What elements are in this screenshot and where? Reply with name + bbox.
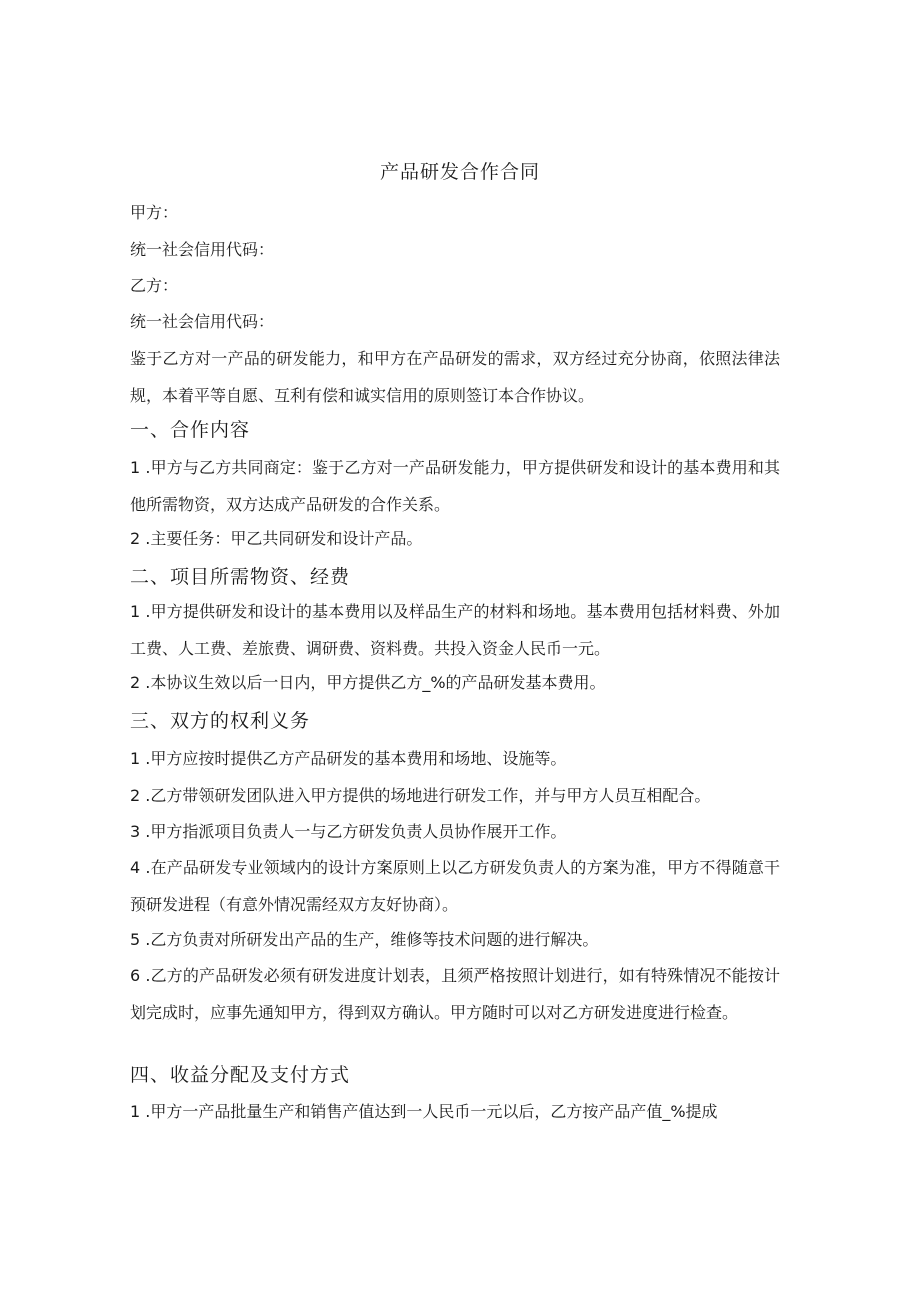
clause-2-2: 2 .本协议生效以后一日内，甲方提供乙方_%的产品研发基本费用。 <box>130 673 606 692</box>
preamble-paragraph: 鉴于乙方对一产品的研发能力，和甲方在产品研发的需求，双方经过充分协商，依照法律法规，本着平等自愿、互利有偿和诚实信用的原则签订本合作协议。 <box>130 349 780 405</box>
section-heading-profit-payment: 四、收益分配及支付方式 <box>130 1064 351 1086</box>
section-heading-materials-funds: 二、项目所需物资、经费 <box>130 566 351 588</box>
party-b-credit-code-label: 统一社会信用代码： <box>130 312 275 331</box>
clause-1-2: 2 .主要任务：甲乙共同研发和设计产品。 <box>130 529 423 548</box>
document-title: 产品研发合作合同 <box>379 161 540 183</box>
party-b-label: 乙方： <box>130 276 179 295</box>
clause-3-4: 4 .在产品研发专业领域内的设计方案原则上以乙方研发负责人的方案为准，甲方不得随意干预研发进程（有意外情况需经双方友好协商）。 <box>130 858 780 914</box>
section-heading-cooperation: 一、合作内容 <box>130 419 251 441</box>
section-heading-rights-obligations: 三、双方的权利义务 <box>130 710 311 732</box>
clause-3-1: 1 .甲方应按时提供乙方产品研发的基本费用和场地、设施等。 <box>130 749 567 768</box>
clause-2-1: 1 .甲方提供研发和设计的基本费用以及样品生产的材料和场地。基本费用包括材料费、外加工费、人工费、差旅费、调研费、资料费。共投入资金人民币一元。 <box>130 602 780 658</box>
party-a-label: 甲方： <box>130 203 179 222</box>
clause-1-1: 1 .甲方与乙方共同商定：鉴于乙方对一产品研发能力，甲方提供研发和设计的基本费用和其他所需物资，双方达成产品研发的合作关系。 <box>130 458 780 514</box>
clause-3-2: 2 .乙方带领研发团队进入甲方提供的场地进行研发工作，并与甲方人员互相配合。 <box>130 786 711 805</box>
clause-4-1: 1 .甲方一产品批量生产和销售产值达到一人民币一元以后，乙方按产品产值_%提成 <box>130 1102 718 1121</box>
clause-3-5: 5 .乙方负责对所研发出产品的生产，维修等技术问题的进行解决。 <box>130 930 599 949</box>
party-a-credit-code-label: 统一社会信用代码： <box>130 240 275 259</box>
clause-3-3: 3 .甲方指派项目负责人一与乙方研发负责人员协作展开工作。 <box>130 822 567 841</box>
clause-3-6: 6 .乙方的产品研发必须有研发进度计划表，且须严格按照计划进行，如有特殊情况不能按计划完成时，应事先通知甲方，得到双方确认。甲方随时可以对乙方研发进度进行检查。 <box>130 966 780 1022</box>
